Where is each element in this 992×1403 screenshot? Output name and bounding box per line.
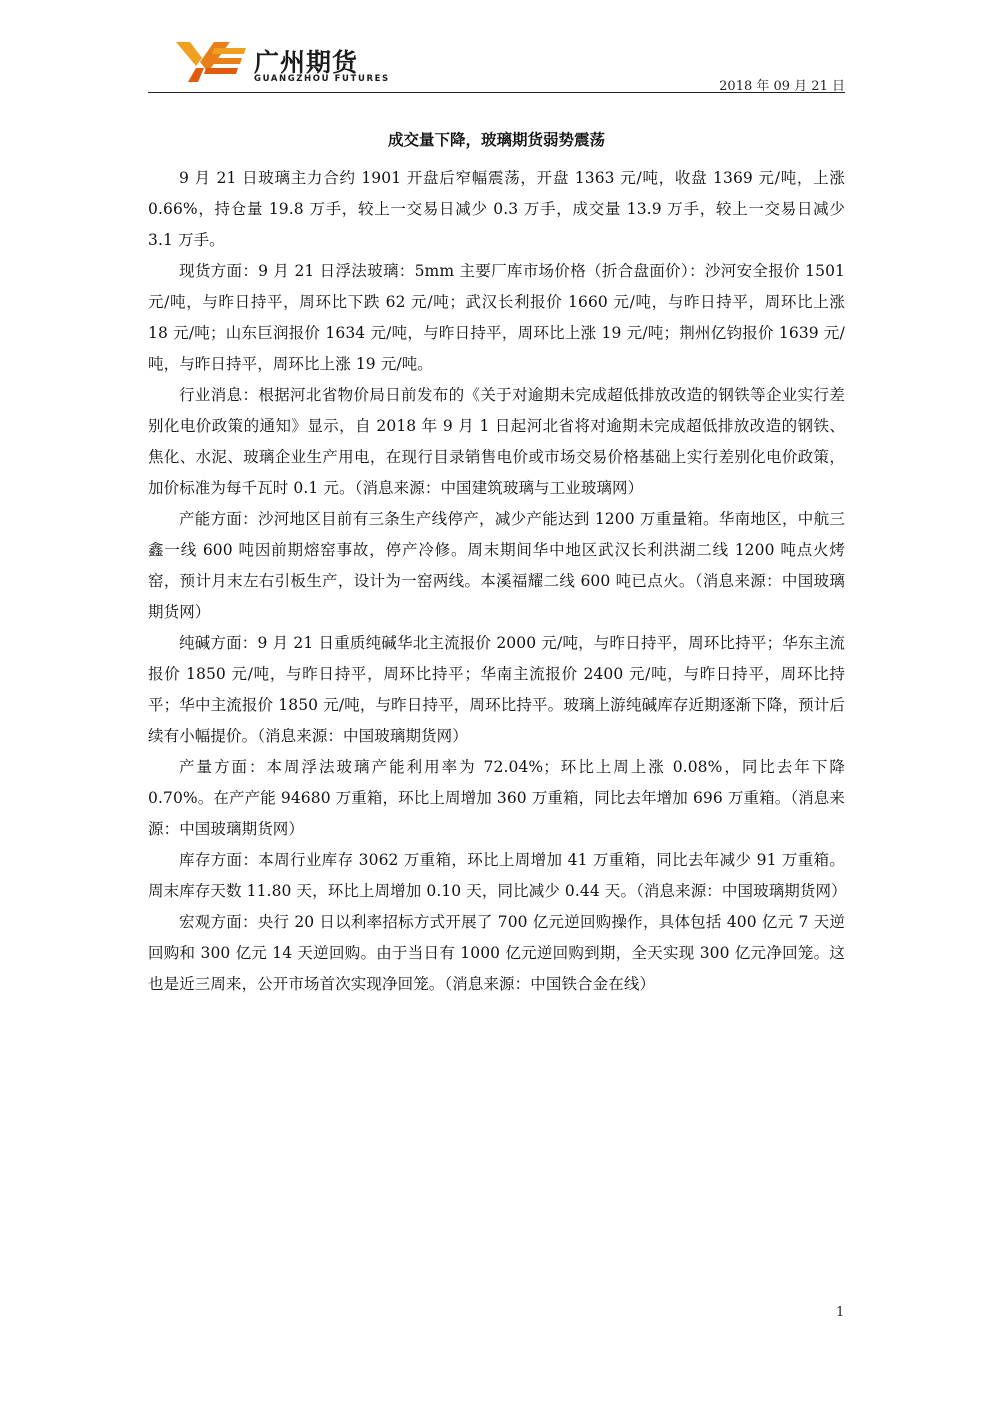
brand-name-en: GUANGZHOU FUTURES — [254, 74, 390, 84]
paragraph-spot-prices: 现货方面：9 月 21 日浮法玻璃：5mm 主要厂库市场价格（折合盘面价）：沙河安全报价 1501 元/吨，与昨日持平，周环比下跌 62 元/吨；武汉长利报价 1660 元/吨，与昨日持平，周环比上涨 18 元/吨；山东巨润报价 1634 元/吨，与昨日持平，周环比上涨 19 元/吨；荆州亿钧报价 1639 元/吨，与昨日持平，周环比上涨 19 元/吨。 — [148, 262, 845, 373]
paragraph-market-summary: 9 月 21 日玻璃主力合约 1901 开盘后窄幅震荡，开盘 1363 元/吨，收盘 1369 元/吨，上涨 0.66%，持仓量 19.8 万手，较上一交易日减少 0.3 万手，成交量 13.9 万手，较上一交易日减少 3.1 万手。 — [148, 169, 845, 249]
paragraph-capacity: 产能方面：沙河地区目前有三条生产线停产，减少产能达到 1200 万重量箱。华南地区，中航三鑫一线 600 吨因前期熔窑事故，停产冷修。周末期间华中地区武汉长利洪湖二线 1200 吨点火烤窑，预计月末左右引板生产，设计为一窑两线。本溪福耀二线 600 吨已点火。（消息来源：中国玻璃期货网） — [148, 510, 845, 621]
paragraph-macro: 宏观方面：央行 20 日以利率招标方式开展了 700 亿元逆回购操作，具体包括 400 亿元 7 天逆回购和 300 亿元 14 天逆回购。由于当日有 1000 亿元逆回购到期，全天实现 300 亿元净回笼。这也是近三周来，公开市场首次实现净回笼。（消息来源：中国铁合金在线） — [148, 913, 845, 993]
report-date: 2018 年 09 月 21 日 — [719, 79, 845, 94]
paragraph-output: 产量方面：本周浮法玻璃产能利用率为 72.04%；环比上周上涨 0.08%，同比去年下降 0.70%。在产产能 94680 万重箱，环比上周增加 360 万重箱，同比去年增加 696 万重箱。（消息来源：中国玻璃期货网） — [148, 758, 845, 838]
page-header — [148, 30, 845, 92]
article-body — [148, 163, 845, 1000]
company-logo — [174, 38, 390, 88]
paragraph-soda-ash: 纯碱方面：9 月 21 日重质纯碱华北主流报价 2000 元/吨，与昨日持平，周环比持平；华东主流报价 1850 元/吨，与昨日持平，周环比持平；华南主流报价 2400 元/吨，与昨日持平，周环比持平；华中主流报价 1850 元/吨，与昨日持平，周环比持平。玻璃上游纯碱库存近期逐渐下降，预计后续有小幅提价。（消息来源：中国玻璃期货网） — [148, 634, 845, 745]
paragraph-industry-news: 行业消息：根据河北省物价局日前发布的《关于对逾期未完成超低排放改造的钢铁等企业实行差别化电价政策的通知》显示，自 2018 年 9 月 1 日起河北省将对逾期未完成超低排放改造的钢铁、焦化、水泥、玻璃企业生产用电，在现行目录销售电价或市场交易价格基础上实行差别化电价政策，加价标准为每千瓦时 0.1 元。（消息来源：中国建筑玻璃与工业玻璃网） — [148, 386, 845, 497]
article-title: 成交量下降，玻璃期货弱势震荡 — [387, 131, 605, 149]
brand-name-cn: 广州期货 — [254, 48, 359, 77]
paragraph-inventory: 库存方面：本周行业库存 3062 万重箱，环比上周增加 41 万重箱，同比去年减少 91 万重箱。周末库存天数 11.80 天，环比上周增加 0.10 天，同比减少 0.44 天。（消息来源：中国玻璃期货网） — [148, 851, 847, 900]
header-divider — [148, 92, 845, 93]
logo-mark-icon — [174, 38, 248, 84]
page-number: 1 — [836, 1305, 845, 1320]
